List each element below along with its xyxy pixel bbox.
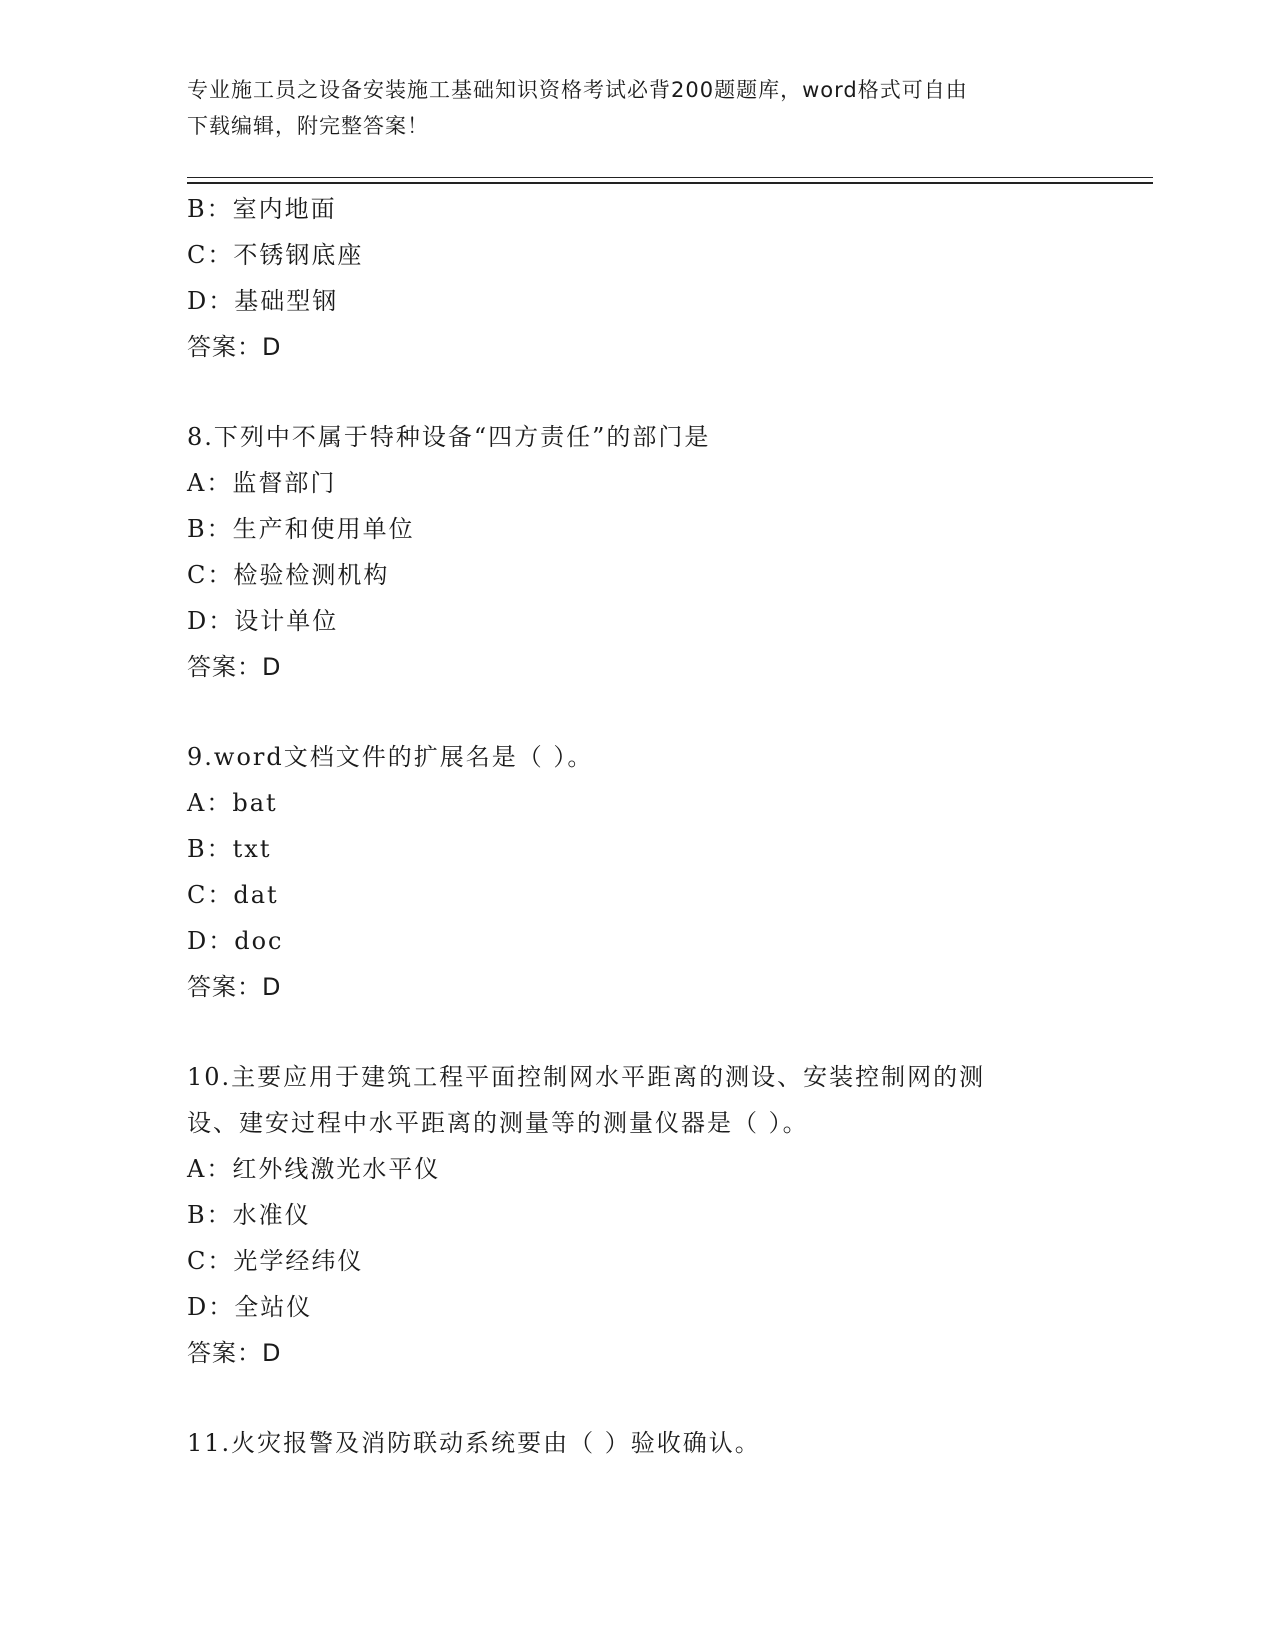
option-c: C：光学经纬仪 bbox=[187, 1247, 364, 1275]
answer-line: 答案：D bbox=[187, 333, 282, 361]
question-text: 8.下列中不属于特种设备“四方责任”的部门是 bbox=[187, 423, 711, 451]
answer-line: 答案：D bbox=[187, 653, 282, 681]
question-block-11 bbox=[187, 1420, 1107, 1466]
question-text-line-2: 设、建安过程中水平距离的测量等的测量仪器是（ ）。 bbox=[187, 1109, 809, 1137]
answer-line: 答案：D bbox=[187, 1339, 282, 1367]
option-c: C：不锈钢底座 bbox=[187, 241, 364, 269]
option-a: A：红外线激光水平仪 bbox=[187, 1155, 441, 1183]
option-b: B：室内地面 bbox=[187, 195, 337, 223]
question-text-line-1: 10.主要应用于建筑工程平面控制网水平距离的测设、安装控制网的测 bbox=[187, 1063, 986, 1091]
option-c: C：dat bbox=[187, 881, 279, 909]
answer-line: 答案：D bbox=[187, 973, 282, 1001]
option-d: D：设计单位 bbox=[187, 607, 339, 635]
question-block-10 bbox=[187, 1054, 1107, 1376]
option-c: C：检验检测机构 bbox=[187, 561, 390, 589]
header-rule-thin bbox=[187, 177, 1153, 178]
spacer bbox=[187, 690, 1107, 734]
spacer bbox=[187, 1010, 1107, 1054]
question-block-8 bbox=[187, 414, 1107, 690]
question-block-9 bbox=[187, 734, 1107, 1010]
spacer bbox=[187, 1376, 1107, 1420]
option-d: D：全站仪 bbox=[187, 1293, 313, 1321]
option-a: A：监督部门 bbox=[187, 469, 337, 497]
question-text: 9.word文档文件的扩展名是（ ）。 bbox=[187, 743, 594, 771]
option-a: A：bat bbox=[187, 789, 278, 817]
option-b: B：生产和使用单位 bbox=[187, 515, 415, 543]
header-line-2: 下载编辑，附完整答案！ bbox=[187, 114, 429, 138]
question-text: 11.火灾报警及消防联动系统要由（ ）验收确认。 bbox=[187, 1429, 761, 1457]
header-line-1: 专业施工员之设备安装施工基础知识资格考试必背200题题库，word格式可自由 bbox=[187, 78, 968, 102]
option-b: B：水准仪 bbox=[187, 1201, 311, 1229]
option-b: B：txt bbox=[187, 835, 272, 863]
question-block-prev bbox=[187, 186, 1107, 370]
spacer bbox=[187, 370, 1107, 414]
document-header bbox=[187, 72, 1067, 144]
question-content bbox=[187, 186, 1107, 1466]
header-rule-thick bbox=[187, 182, 1153, 184]
option-d: D：doc bbox=[187, 927, 284, 955]
option-d: D：基础型钢 bbox=[187, 287, 339, 315]
